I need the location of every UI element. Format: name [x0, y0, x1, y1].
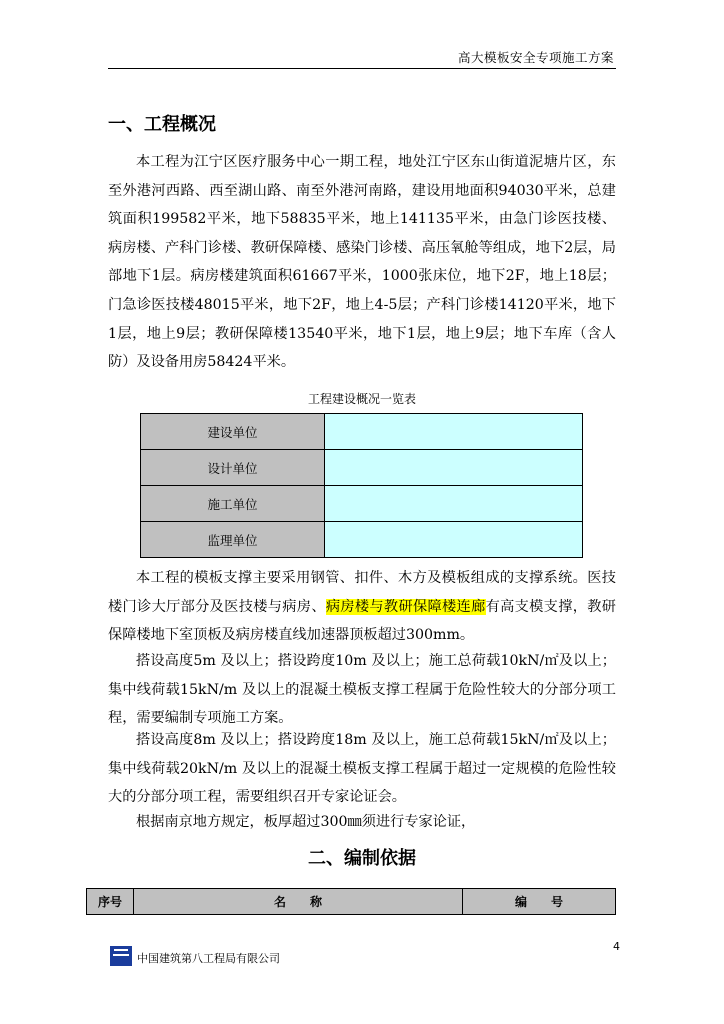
header-rule [108, 68, 616, 69]
table-caption: 工程建设概况一览表 [307, 392, 416, 406]
column-header-code: 编 号 [463, 889, 616, 915]
basis-table [86, 888, 616, 915]
column-header-name: 名 称 [134, 889, 463, 915]
row-value [325, 522, 583, 558]
row-value [325, 486, 583, 522]
table-header-row [87, 889, 616, 915]
section-heading-overview: 一、工程概况 [108, 114, 216, 135]
paragraph-criteria-2: 搭设高度8m 及以上；搭设跨度18m 及以上，施工总荷载15kN/㎡及以上；集中线荷载20kN/m 及以上的混凝土模板支撑工程属于超过一定规模的危险性较大的分部分项工程，需要组织召开专家论证会。 [108, 732, 616, 806]
row-label: 设计单位 [141, 450, 325, 486]
row-label: 施工单位 [141, 486, 325, 522]
highlighted-text: 病房楼与教研保障楼连廊 [325, 598, 486, 615]
page-number: 4 [613, 940, 620, 953]
cscec-logo-icon [110, 946, 132, 966]
footer-company-name: 中国建筑第八工程局有限公司 [137, 952, 280, 965]
table-row [141, 486, 583, 522]
paragraph-criteria-1: 搭设高度5m 及以上；搭设跨度10m 及以上；施工总荷载10kN/㎡及以上；集中线荷载15kN/m 及以上的混凝土模板支撑工程属于危险性较大的分部分项工程，需要编制专项施工方案。 [108, 653, 616, 727]
header-title: 高大模板安全专项施工方案 [457, 50, 614, 65]
project-info-table [140, 413, 583, 558]
row-label: 建设单位 [141, 414, 325, 450]
row-value [325, 414, 583, 450]
row-value [325, 450, 583, 486]
row-label: 监理单位 [141, 522, 325, 558]
paragraph-local-rule: 根据南京地方规定，板厚超过300㎜须进行专家论证， [136, 814, 476, 830]
paragraph-formwork-start: 本工程的模板支撑主要采用钢管、扣件、木方及模板组成的支撑系统。医技楼门诊大厅部分及医技楼与病房、 [108, 570, 616, 615]
table-row [141, 450, 583, 486]
section-heading-basis: 二、编制依据 [308, 848, 416, 869]
paragraph-formwork-end: 有高支模支撑，教研保障楼地下室顶板及病房楼直线加速器顶板超过300mm。 [108, 598, 616, 644]
paragraph-formwork [108, 564, 616, 650]
paragraph-overview: 本工程为江宁区医疗服务中心一期工程，地处江宁区东山街道泥塘片区，东至外港河西路、西至湖山路、南至外港河南路，建设用地面积94030平米，总建筑面积199582平米，地下58835平米，地上141135平米，由急门诊医技楼、病房楼、产科门诊楼、教研保障楼、感染门诊楼、高压氧舱等组成，地下2层，局部地下1层。病房楼建筑面积61667平米，1000张床位，地下2F，地上18层；门急诊医技楼48015平米，地下2F，地上4-5层；产科门诊楼14120平米，地下1层，地上9层；教研保障楼13540平米，地下1层，地上9层；地下车库（含人防）及设备用房58424平米。 [108, 154, 616, 371]
table-row [141, 522, 583, 558]
column-header-index: 序号 [87, 889, 134, 915]
table-row [141, 414, 583, 450]
